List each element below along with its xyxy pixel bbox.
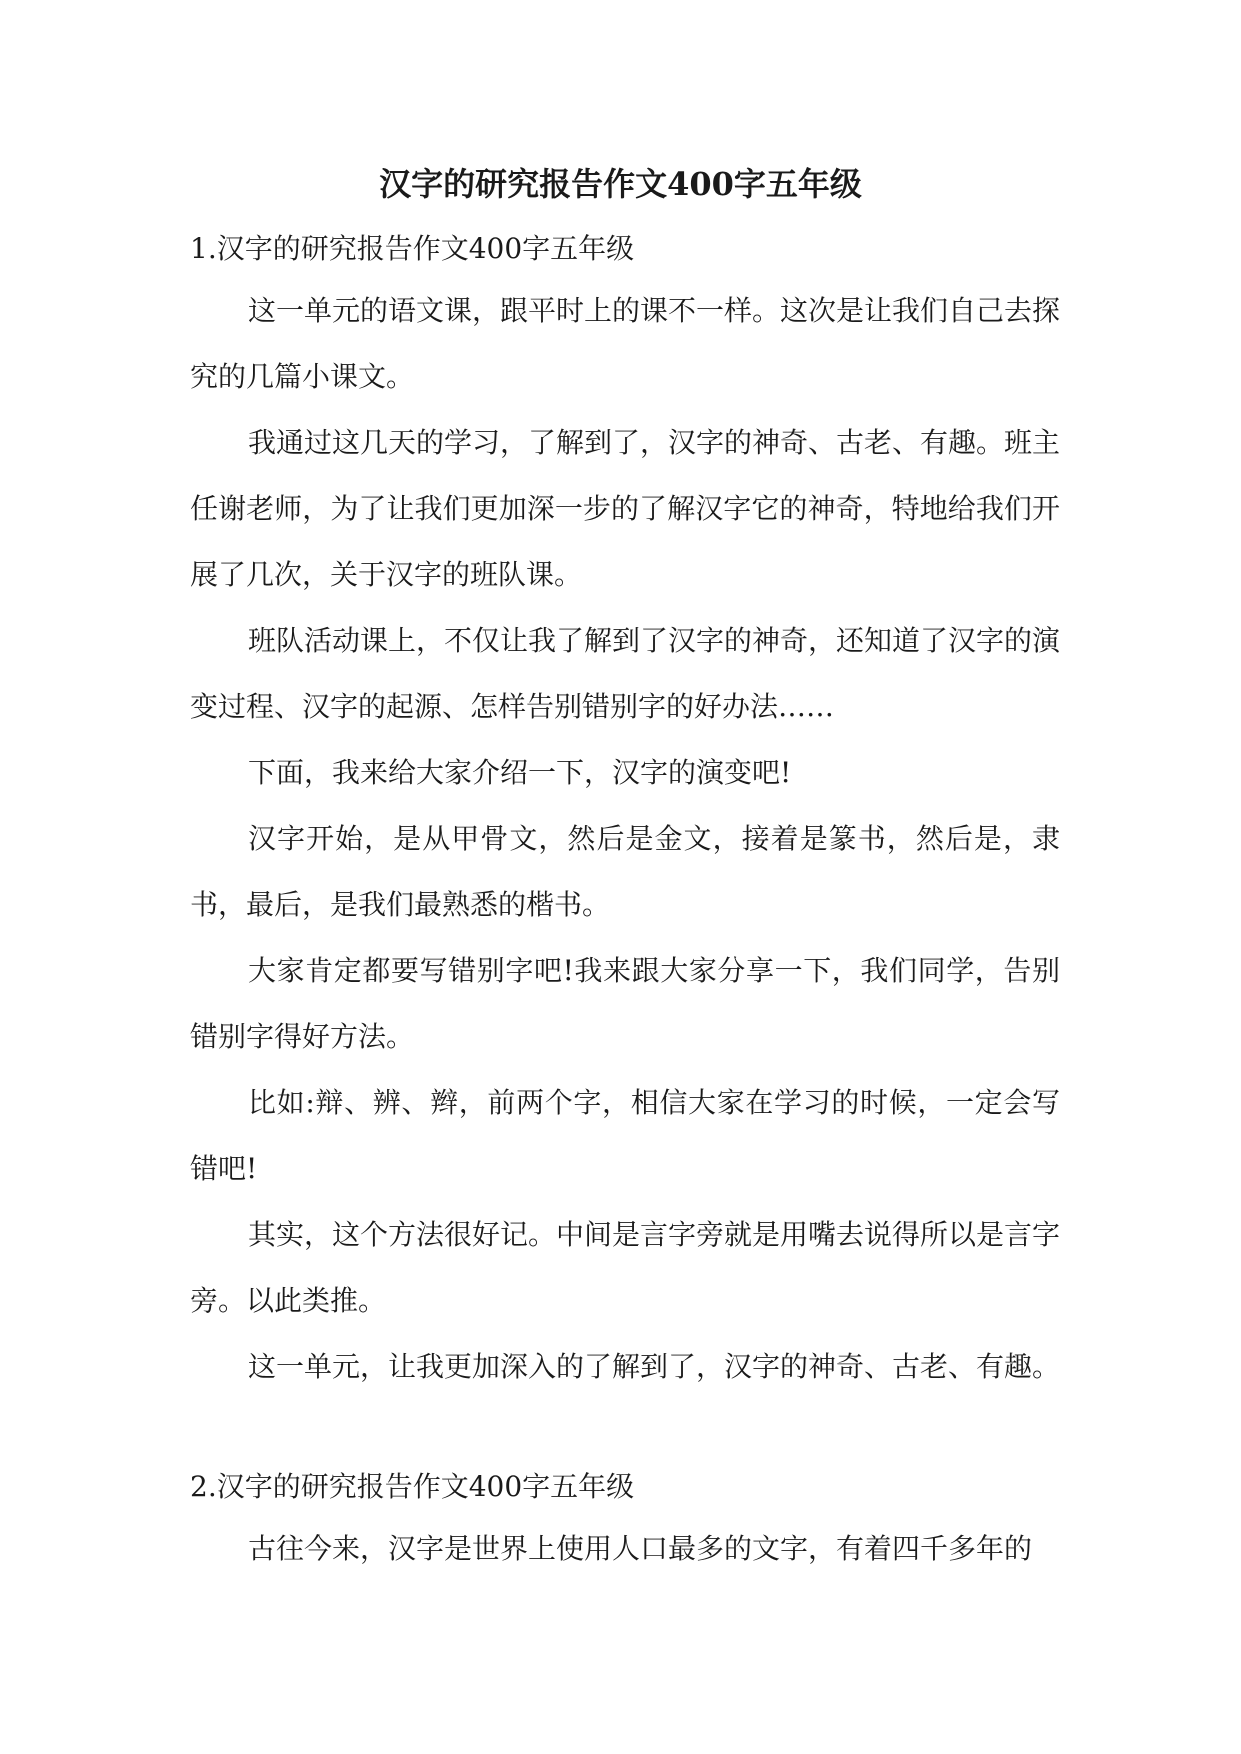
paragraph: 比如:辩、辨、辫，前两个字，相信大家在学习的时候，一定会写错吧! bbox=[190, 1086, 1060, 1185]
paragraph: 汉字开始，是从甲骨文，然后是金文，接着是篆书，然后是，隶书，最后，是我们最熟悉的楷书。 bbox=[190, 822, 1060, 921]
paragraph: 下面，我来给大家介绍一下，汉字的演变吧! bbox=[248, 756, 792, 789]
section-1-heading: 1.汉字的研究报告作文400字五年级 bbox=[190, 232, 635, 265]
paragraph: 这一单元的语文课，跟平时上的课不一样。这次是让我们自己去探究的几篇小课文。 bbox=[190, 294, 1061, 393]
document-title: 汉字的研究报告作文400字五年级 bbox=[379, 165, 862, 203]
paragraph: 其实，这个方法很好记。中间是言字旁就是用嘴去说得所以是言字旁。以此类推。 bbox=[190, 1218, 1061, 1317]
paragraph: 班队活动课上，不仅让我了解到了汉字的神奇，还知道了汉字的演变过程、汉字的起源、怎样告别错别字的好办法…… bbox=[190, 624, 1061, 723]
section-2-heading: 2.汉字的研究报告作文400字五年级 bbox=[190, 1470, 635, 1503]
paragraph: 大家肯定都要写错别字吧!我来跟大家分享一下，我们同学，告别错别字得好方法。 bbox=[190, 954, 1060, 1053]
paragraph: 古往今来，汉字是世界上使用人口最多的文字，有着四千多年的 bbox=[248, 1532, 1033, 1565]
paragraph: 我通过这几天的学习，了解到了，汉字的神奇、古老、有趣。班主任谢老师，为了让我们更加深一步的了解汉字它的神奇，特地给我们开展了几次，关于汉字的班队课。 bbox=[190, 426, 1061, 591]
paragraph: 这一单元，让我更加深入的了解到了，汉字的神奇、古老、有趣。 bbox=[248, 1350, 1061, 1383]
